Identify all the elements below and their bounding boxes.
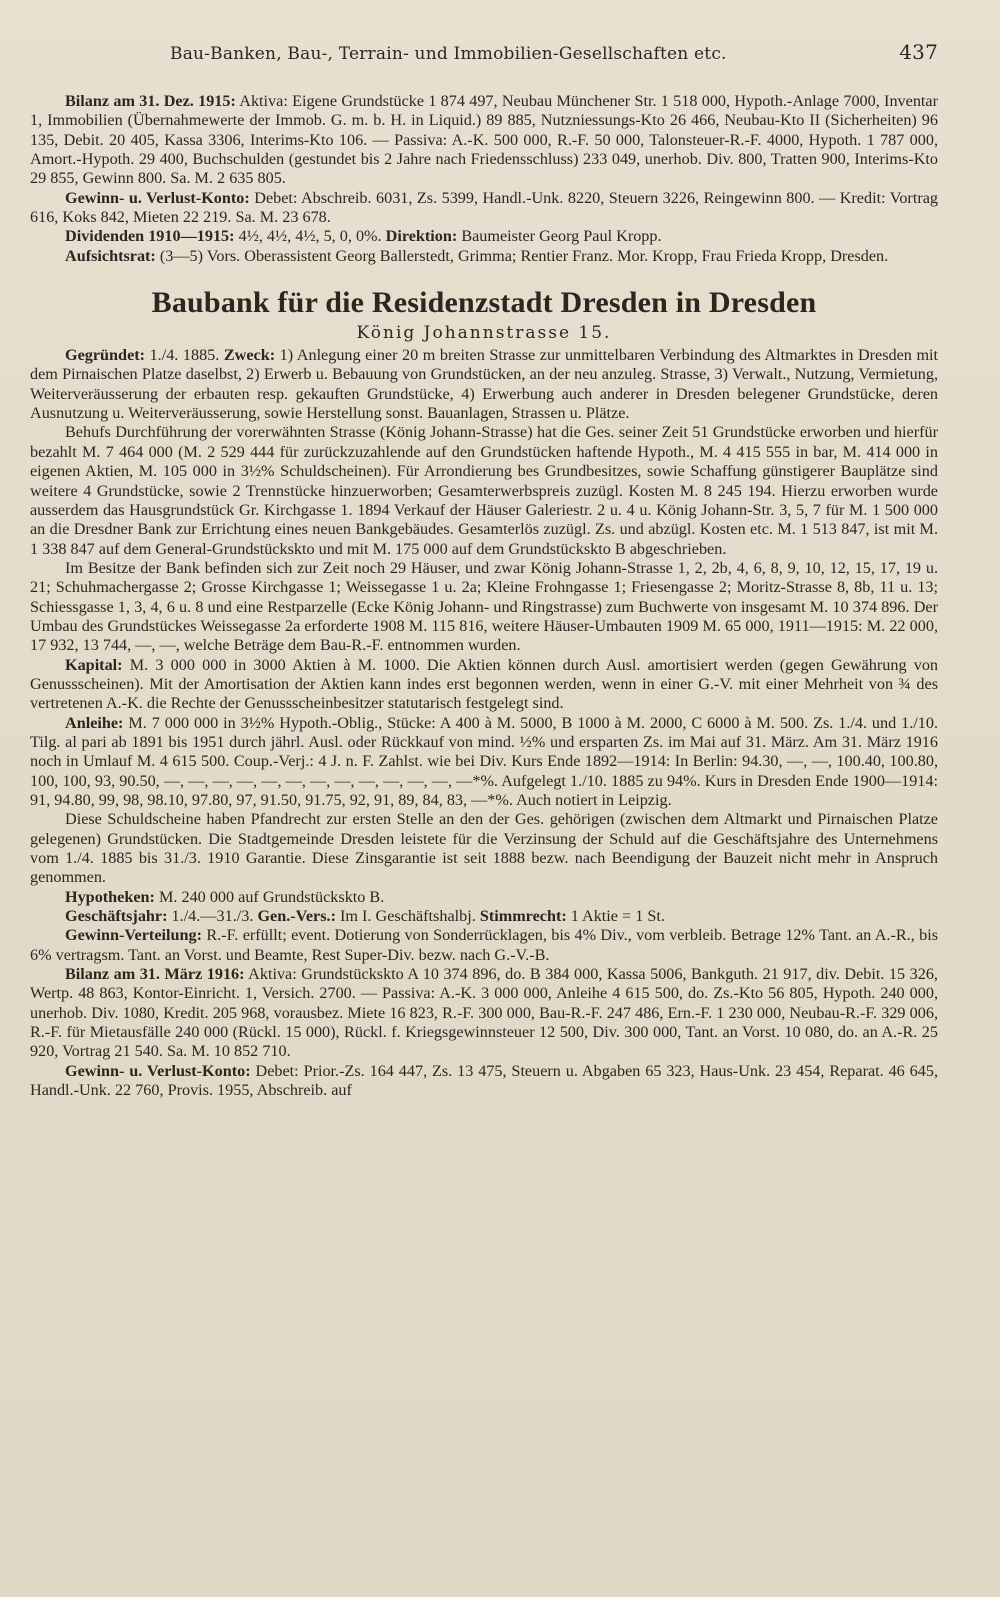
zweck-label: Zweck: — [223, 346, 276, 365]
gegruendet-zweck-paragraph — [30, 346, 938, 423]
bilanz-1916-text: Aktiva: Grundstückskto A 10 374 896, do. B 384 000, Kassa 5006, Bankguth. 21 917, div. Debit. 15 326, Wertp. 48 863, Kontor-Einricht. 1, Versich. 2700. — Passiva: A.-K. 3 000 000, Anleihe 4 615 500, do. Zs.-Kto 56 805, Hypoth. 240 000, unerhob. Div. 1080, Kredit. 205 968, vorausbez. Miete 16 823, R.-F. 300 000, Bau-R.-F. 247 486, Ern.-F. 1 230 000, Neubau-R.-F. 329 006, R.-F. für Mietausfälle 240 000 (Rückl. 15 000), Rückl. f. Kriegsgewinnsteuer 12 500, Div. 300 000, Tant. an Vorst. 10 080, do. an A.-R. 25 920, Vortrag 21 540. Sa. M. 10 852 710. — [30, 965, 938, 1061]
schuldscheine-paragraph: Diese Schuldscheine haben Pfandrecht zur ersten Stelle an den der Ges. gehörigen (zwischen dem Altmarkt und Pirnaischen Platze gelegenen) Grundstücken. Die Stadtgemeinde Dresden leistete für die Verzinsung der Schuld auf die Geschäftsjahre des Unternehmens vom 1./4. 1885 bis 31./3. 1910 Garantie. Diese Zinsgarantie ist seit 1888 bezw. nach Beendigung der Bauzeit nicht mehr in Anspruch genommen. — [30, 810, 938, 887]
previous-company-entry — [30, 92, 938, 266]
kapital-label: Kapital: — [65, 655, 123, 674]
gewinn-verteilung-text: R.-F. erfüllt; event. Dotierung von Sonderrücklagen, bis 4% Div., vom verbleib. Betrage 12% Tant. an A.-R., bis 6% vertragsm. Tant. an Vorst. und Beamte, Rest Super-Div. bezw. nach G.-V.-B. — [30, 926, 938, 964]
geschaeftsjahr-text: 1./4.—31./3. — [171, 907, 254, 926]
direktion-text: Baumeister Georg Paul Kropp. — [461, 227, 662, 246]
company-address: König Johannstrasse 15. — [356, 323, 612, 344]
dividends-direktion-paragraph — [30, 227, 938, 246]
zweck-text: 1) Anlegung einer 20 m breiten Strasse zur unmittelbaren Verbindung des Altmarktes in Dresden mit dem Pirnaischen Platze daselbst, 2) Erwerb u. Bebauung von Grundstücken, an der neu anzuleg. Strasse, 3) Verwalt., Nutzung, Vermietung, Weiterveräusserung der erbauten resp. gekauften Grundstücke, 4) Erwerbung auch anderer in Dresden belegener Grundstücke, deren Ausnutzung u. Weiterveräusserung, sowie Herstellung sonst. Bauanlagen, Strassen u. Plätze. — [30, 346, 939, 423]
bilanz-1916-label: Bilanz am 31. März 1916: — [65, 965, 245, 984]
running-header — [30, 30, 938, 74]
kapital-paragraph — [30, 656, 938, 714]
hypotheken-text: M. 240 000 auf Grundstückskto B. — [159, 887, 385, 906]
gewinn-verteilung-label: Gewinn-Verteilung: — [65, 926, 202, 945]
geschaeftsjahr-paragraph — [30, 907, 938, 926]
besitz-paragraph: Im Besitze der Bank befinden sich zur Zeit noch 29 Häuser, und zwar König Johann-Strasse 1, 2, 2b, 4, 6, 8, 9, 10, 12, 15, 17, 19 u. 21; Schuhmachergasse 2; Grosse Kirchgasse 1; Weissegasse 1 u. 2a; Kleine Frohngasse 1; Friesengasse 2; Moritz-Strasse 8, 8b, 11 u. 13; Schiessgasse 1, 3, 4, 6 u. 8 und eine Restparzelle (Ecke König Johann- und Ringstrasse) zum Buchwerte von insgesamt M. 10 374 896. Der Umbau des Grundstückes Weissegasse 2a erforderte 1908 M. 115 816, weitere Häuser-Umbauten 1909 M. 65 000, 1911—1915: M. 22 000, 17 932, 13 744, —, —, welche Beträge dem Bau-R.-F. entnommen wurden. — [30, 558, 938, 655]
bilanz-1915-paragraph — [30, 92, 938, 189]
aufsichtsrat-paragraph — [30, 247, 938, 266]
hypotheken-label: Hypotheken: — [65, 887, 155, 906]
guv-1916-paragraph — [30, 1062, 938, 1101]
anleihe-label: Anleihe: — [65, 713, 124, 732]
anleihe-paragraph — [30, 714, 938, 811]
gewinn-verteilung-paragraph — [30, 926, 938, 965]
stimmrecht-text: 1 Aktie = 1 St. — [570, 907, 665, 926]
gen-vers-text: Im I. Geschäftshalbj. — [340, 907, 476, 926]
behufs-paragraph: Behufs Durchführung der vorerwähnten Strasse (König Johann-Strasse) hat die Ges. seiner Zeit 51 Grundstücke erworben und hierfür bezahlt M. 7 464 000 (M. 2 529 444 für zurückzuzahlende auf den Grundstücken haftende Hypoth., M. 4 415 555 in bar, M. 414 000 in eigenen Aktien, M. 105 000 in 3½% Schuldscheinen). Für Arrondierung bes Grundbesitzes, sowie Schaffung günstigerer Bauplätze sind weitere 4 Grundstücke, sowie 2 Trennstücke hinzuerworben; Gesamterwerbspreis zuzügl. Kosten M. 8 245 194. Hierzu erworben wurde ausserdem das Hausgrundstück Gr. Kirchgasse 1. 1894 Verkauf der Häuser Galeriestr. 2 u. 4 u. König Johann-Str. 3, 5, 7 für M. 1 500 000 an die Dresdner Bank zur Errichtung eines neuen Bankgebäudes. Gesamterlös zuzügl. Zs. und abzügl. Kosten etc. M. 1 513 847, ist mit M. 1 338 847 auf dem General-Grundstückskto und mit M. 175 000 auf dem Grundstückskto B abgeschrieben. — [30, 423, 938, 558]
dividends-label: Dividenden 1910—1915: — [65, 227, 235, 246]
guv-1916-label: Gewinn- u. Verlust-Konto: — [65, 1061, 251, 1080]
gen-vers-label: Gen.-Vers.: — [257, 907, 336, 926]
company-title: Baubank für die Residenzstadt Dresden in Dresden — [151, 286, 817, 320]
company-entry — [30, 346, 938, 1100]
guv-1915-label: Gewinn- u. Verlust-Konto: — [65, 188, 250, 207]
running-title: Bau-Banken, Bau-, Terrain- und Immobilien-Gesellschaften etc. — [170, 44, 727, 64]
guv-1915-text: Debet: Abschreib. 6031, Zs. 5399, Handl.-Unk. 8220, Steuern 3226, Reingewinn 800. — Kredit: Vortrag 616, Koks 842, Mieten 22 219. Sa. M. 23 678. — [30, 188, 938, 227]
hypotheken-paragraph — [30, 888, 938, 907]
guv-1916-text: Debet: Prior.-Zs. 164 447, Zs. 13 475, Steuern u. Abgaben 65 323, Haus-Unk. 23 454, Reparat. 46 645, Handl.-Unk. 22 760, Provis. 1955, Abschreib. auf — [30, 1061, 938, 1100]
page-number: 437 — [899, 40, 938, 64]
bilanz-1915-label: Bilanz am 31. Dez. 1915: — [65, 92, 236, 110]
bilanz-1915-text: Aktiva: Eigene Grundstücke 1 874 497, Neubau Münchener Str. 1 518 000, Hypoth.-Anlage 7000, Inventar 1, Immobilien (Übernahmewerte der Immob. G. m. b. H. in Liquid.) 89 885, Nutzniessungs-Kto 26 466, Neubau-Kto II (Sicherheiten) 96 135, Debit. 20 405, Kassa 3306, Interims-Kto 106. — Passiva: A.-K. 500 000, R.-F. 50 000, Talonsteuer-R.-F. 4000, Hypoth. 1 787 000, Amort.-Hypoth. 29 400, Buchschulden (gestundet bis 2 Jahre nach Friedensschluss) 233 049, unerhob. Div. 800, Tratten 900, Interims-Kto 29 855, Gewinn 800. Sa. M. 2 635 805. — [30, 92, 938, 188]
kapital-text: M. 3 000 000 in 3000 Aktien à M. 1000. Die Aktien können durch Ausl. amortisiert werden (gegen Gewährung von Genussscheinen). Mit der Amortisation der Aktien kann indes erst begonnen werden, wenn in einer G.-V. mit einer Mehrheit von ¾ des vertretenen A.-K. die Rechte der Genussscheinbesitzer statutarisch festgelegt sind. — [30, 655, 939, 713]
geschaeftsjahr-label: Geschäftsjahr: — [65, 907, 168, 926]
bilanz-1916-paragraph — [30, 965, 938, 1062]
anleihe-text: M. 7 000 000 in 3½% Hypoth.-Oblig., Stücke: A 400 à M. 5000, B 1000 à M. 2000, C 6000 à M. 500. Zs. 1./4. und 1./10. Tilg. al pari ab 1891 bis 1951 durch jährl. Ausl. oder Rückkauf von mind. ½% und ersparten Zs. im Mai auf 31. März. Am 31. März 1916 noch in Umlauf M. 4 615 500. Coup.-Verj.: 4 J. n. F. Zahlst. wie bei Div. Kurs Ende 1892—1914: In Berlin: 94.30, —, —, 100.40, 100.80, 100, 100, 93, 90.50, —, —, —, —, —, —, —, —, —, —, —, —, —*%. Aufgelegt 1./10. 1885 zu 94%. Kurs in Dresden Ende 1900—1914: 91, 94.80, 99, 98, 98.10, 97.80, 97, 91.50, 91.75, 92, 91, 89, 84, 83, —*%. Auch notiert in Leipzig. — [30, 713, 938, 809]
guv-1915-paragraph — [30, 189, 938, 228]
gegruendet-text: 1./4. 1885. — [149, 346, 220, 365]
direktion-label: Direktion: — [385, 227, 458, 246]
dividends-text: 4½, 4½, 4½, 5, 0, 0%. — [238, 227, 382, 246]
aufsichtsrat-text: (3—5) Vors. Oberassistent Georg Ballerstedt, Grimma; Rentier Franz. Mor. Kropp, Frau Frieda Kropp, Dresden. — [159, 246, 889, 265]
stimmrecht-label: Stimmrecht: — [479, 907, 567, 926]
aufsichtsrat-label: Aufsichtsrat: — [65, 246, 156, 265]
gegruendet-label: Gegründet: — [65, 346, 146, 365]
